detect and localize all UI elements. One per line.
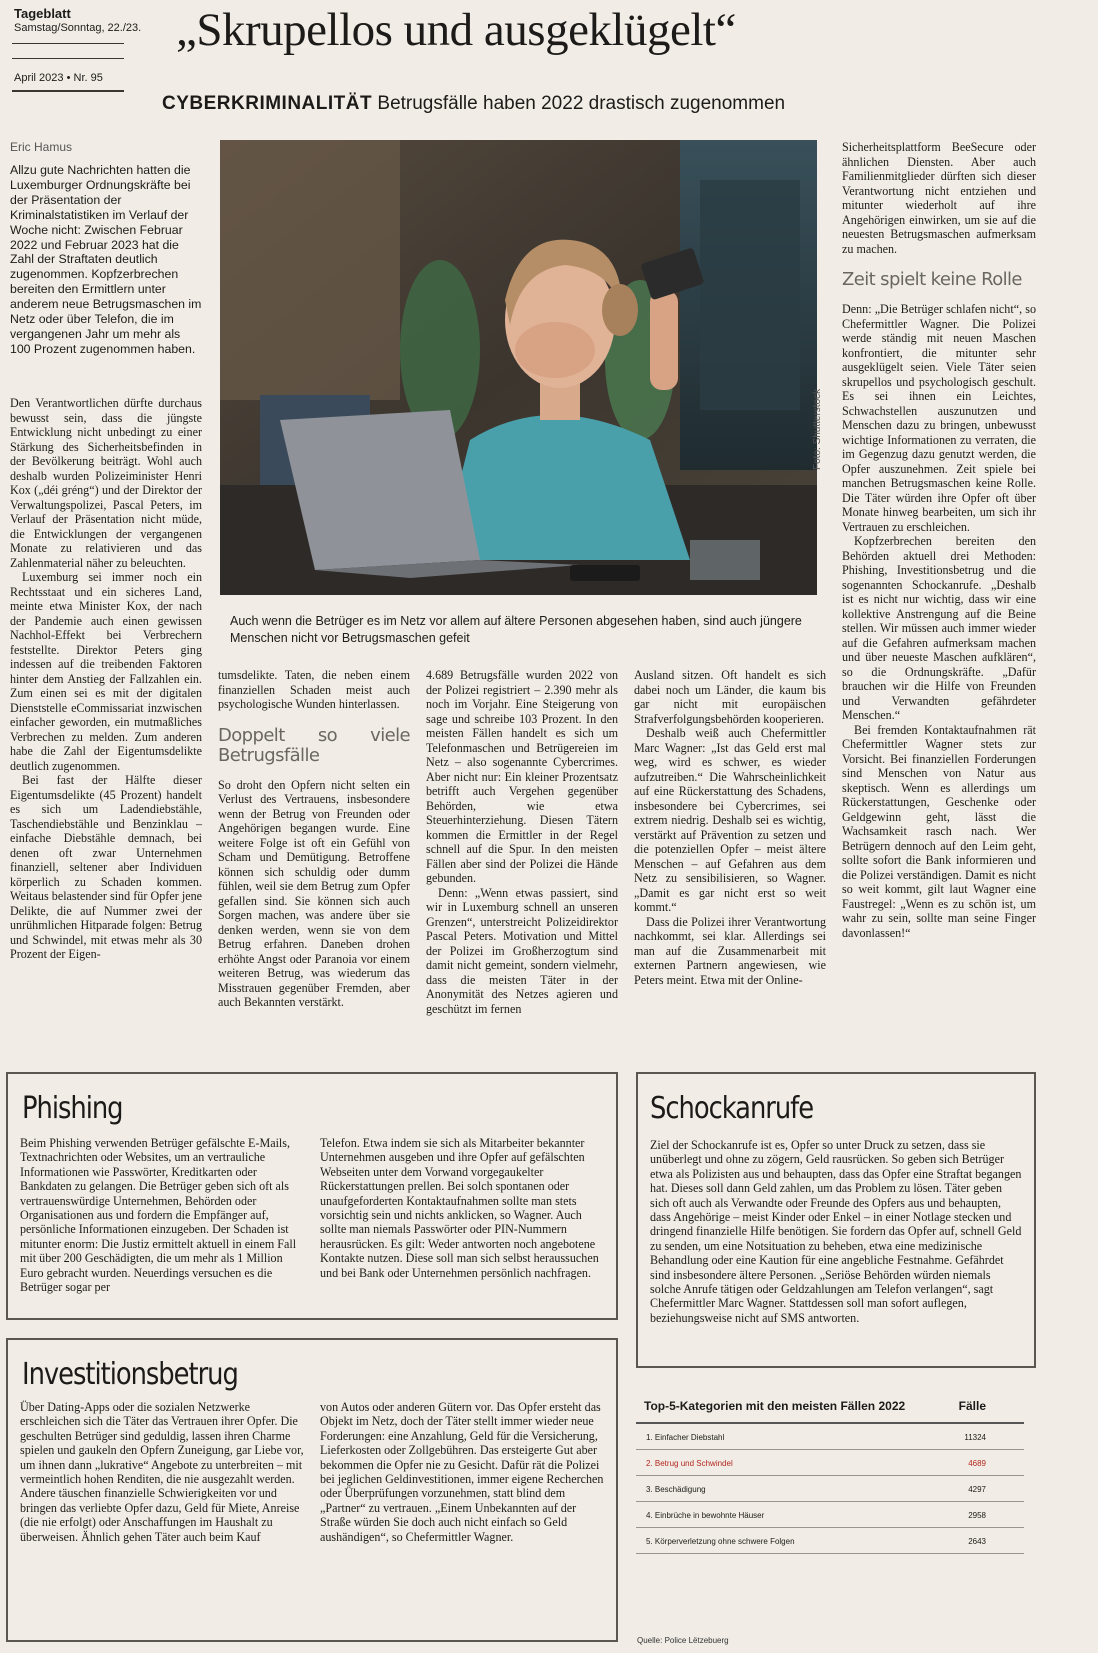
paragraph: Bei fremden Kontaktaufnahmen rät Chefermittler Wagner stets zur Vorsicht. Bei finanziellen Forderungen sind Menschen von Natur aus skeptisch. Wenn es allerdings um Rückerstattungen, Geschenke oder Geldgewinn geht, lässt die Wachsamkeit rasch nach. Wer Betrügern dennoch auf den Leim geht, sollte sofort die Bank informieren und die Polizei verständigen. Damit es nicht so weit kommt, gilt laut Wagner eine Faustregel: „Wenn es zu schön ist, um wahr zu sein, sollte man seine Finger davonlassen!“ bbox=[842, 722, 1036, 940]
article-column-2 bbox=[218, 668, 410, 1010]
article-column-3 bbox=[426, 668, 618, 1016]
byline: Eric Hamus bbox=[10, 140, 73, 154]
masthead-issue: April 2023 • Nr. 95 bbox=[14, 72, 103, 84]
paragraph: Bei fast der Hälfte dieser Eigentumsdelikte (45 Prozent) handelt es sich um Ladendiebstähle, Taschendiebstähle und Benzinklau – einfache Diebstähle demnach, bei denen oft zwar Unternehmen finanziell, seltener aber Individuen körperlich zu Schaden kommen. Weitaus belastender sind für Opfer jene Delikte, die auf Nummer zwei der unrühmlichen Hitparade folgen: Betrug und Schwindel, mit etwas mehr als 30 Prozent der Eigen- bbox=[10, 773, 202, 961]
table-row-value: 2958 bbox=[968, 1511, 986, 1520]
article-column-5 bbox=[842, 140, 1036, 940]
table-row-value: 2643 bbox=[968, 1537, 986, 1546]
paragraph: Telefon. Etwa indem sie sich als Mitarbeiter bekannter Unternehmen ausgeben und ihre Opfer auf gefälschten Webseiten unter dem Vorwand vorgegaukelter Rückerstattungen prellen. Bei solch spontanen oder unaufgeforderten Kontaktaufnahmen sollte man stets vorsichtig sein und nichts anklicken, so Wagner. Auch sollte man niemals Passwörter oder PIN-Nummern herausrücken. Es gilt: Weder antworten noch angebotene Kontakte nutzen. Diese soll man sich selbst heraussuchen und bei Bank oder Unternehmen persönlich nachfragen. bbox=[320, 1136, 599, 1280]
table-row bbox=[636, 1450, 1024, 1476]
article-subheadline bbox=[162, 92, 1087, 116]
lead-paragraph: Allzu gute Nachrichten hatten die Luxemburger Ordnungskräfte bei der Präsentation der Kriminalstatistiken im Verlauf der Woche nicht: Zwischen Februar 2022 und Februar 2023 hat die Zahl der Straftaten deutlich zugenommen. Kopfzerbrechen bereiten den Ermittlern unter anderem neue Betrugsmaschen im Netz oder über Telefon, die im vergangenen Jahr um mehr als 100 Prozent zugenommen haben. bbox=[10, 163, 202, 356]
paragraph: Den Verantwortlichen dürfte durchaus bewusst sein, dass die jüngste Entwicklung nicht unbedingt zu einer Stärkung des Sicherheitsbefinden in der Bevölkerung beiträgt. Wohl auch deshalb wurden Polizeiminister Henri Kox („déi gréng“) und der Direktor der Verwaltungspolizei, Pascal Peters, im Verlauf der Präsentation nicht müde, die Entwicklungen der vergangenen Monate zu relativieren und das Zahlenmaterial näher zu beleuchten. bbox=[10, 396, 202, 570]
article-subheadline-text: Betrugsfälle haben 2022 drastisch zugenommen bbox=[377, 93, 786, 114]
table-row-value: 11324 bbox=[964, 1433, 986, 1442]
photo-illustration bbox=[220, 140, 817, 595]
paragraph: Sicherheitsplattform BeeSecure oder ähnlichen Diensten. Aber auch Familienmitglieder dürften sich dieser Verantwortung nicht entziehen und mitunter wiederholt auf ihre Angehörigen einwirken, um sie auf die neuesten Betrugsmaschen aufmerksam zu machen. bbox=[842, 140, 1036, 256]
table-row bbox=[636, 1528, 1024, 1554]
article-column-4 bbox=[634, 668, 826, 987]
paragraph: Kopfzerbrechen bereiten den Behörden aktuell drei Methoden: Phishing, Investitionsbetrug und die sogenannten Schockanrufe. „Deshalb ist es nicht nur wichtig, dass wir eine kollektive Anstrengung auf die Beine stellen. Wir müssen auch immer wieder auf die Gefahren aufmerksam machen und über neueste Maschen aufklären“, so die Ordnungskräfte. „Dafür brauchen wir die Hilfe von Freunden und Verwandten gefährdeter Menschen.“ bbox=[842, 534, 1036, 722]
paragraph: Deshalb weiß auch Chefermittler Marc Wagner: „Ist das Geld erst mal weg, wird es schwer, es wieder aufzutreiben.“ Die Wahrscheinlichkeit auf eine Rückerstattung des Schadens, insbesondere bei Cybercrimes, sei extrem niedrig. Deshalb sei es wichtig, verstärkt auf Prävention zu setzen und die potenziellen Opfer – meist ältere Menschen – auf Gefahren aus dem Netz zu sensibilisieren, so Wagner. „Damit es gar nicht erst so weit kommt.“ bbox=[634, 726, 826, 914]
table-row bbox=[636, 1502, 1024, 1528]
table-row-label: 1. Einfacher Diebstahl bbox=[646, 1433, 725, 1442]
box-column bbox=[20, 1400, 305, 1544]
table-row-value: 4297 bbox=[968, 1485, 986, 1494]
table-header bbox=[636, 1392, 1024, 1424]
paragraph: Beim Phishing verwenden Betrüger gefälschte E-Mails, Textnachrichten oder Websites, um an vertrauliche Informationen wie Passwörter, Kreditkarten oder Bankdaten zu gelangen. Die Betrüger geben sich oft als vertrauenswürdige Unternehmen, Behörden oder Organisationen aus und fordern die Empfänger auf, persönliche Informationen einzugeben. Der Schaden ist mitunter enorm: Die Justiz ermittelt aktuell in einem Fall mit über 200 Geschädigten, die um mehr als 1 Million Euro gebracht wurden. Neuerdings versuchen es die Betrüger sogar per bbox=[20, 1136, 297, 1295]
table-row-label: 5. Körperverletzung ohne schwere Folgen bbox=[646, 1537, 795, 1546]
article-kicker: CYBERKRIMINALITÄT bbox=[162, 93, 373, 114]
photo-caption: Auch wenn die Betrüger es im Netz vor allem auf ältere Personen abgesehen haben, sind auch jüngere Menschen nicht vor Betrugsmaschen gefeit bbox=[230, 614, 802, 645]
box-phishing bbox=[6, 1072, 618, 1320]
box-column bbox=[320, 1400, 605, 1544]
article-headline: „Skrupellos und ausgeklügelt“ bbox=[176, 4, 736, 56]
box-column bbox=[650, 1138, 1022, 1325]
table-row-label: 3. Beschädigung bbox=[646, 1485, 706, 1494]
table-row bbox=[636, 1424, 1024, 1450]
article-photo bbox=[220, 140, 817, 595]
box-title: Investitionsbetrug bbox=[22, 1357, 238, 1392]
masthead-rule bbox=[12, 43, 124, 44]
article-column-1 bbox=[10, 396, 202, 962]
table-row-value: 4689 bbox=[968, 1459, 986, 1468]
table-title: Top-5-Kategorien mit den meisten Fällen 2022 bbox=[644, 1399, 906, 1413]
box-column bbox=[20, 1136, 305, 1294]
table-row-label: 4. Einbrüche in bewohnte Häuser bbox=[646, 1511, 765, 1520]
paragraph: Ziel der Schockanrufe ist es, Opfer so unter Druck zu setzen, dass sie unüberlegt und ohne zu zögern, Geld rausrücken. So geben sich Betrüger etwa als Polizisten aus und behaupten, dass das Opfer eine Straftat begangen hat. Dieses soll dann Geld zahlen, um das Problem zu lösen. Täter geben sich oft auch als Verwandte oder Freunde des Opfers aus und behaupten, dass Angehörige – meist Kinder oder Enkel – in einer Notlage stecken und dringend finanzielle Hilfe benötigen. Sie fordern das Opfer auf, schnell Geld zu senden, um eine Notsituation zu beheben, etwa eine medizinische Behandlung oder eine Kaution für eine angebliche Festnahme. Gefährdet sind insbesondere ältere Personen. „Seriöse Behörden würden niemals solche Anrufe tätigen oder Geldzahlungen am Telefon verlangen“, sagt Chefermittler Marc Wagner. Stattdessen soll man sofort auflegen, beziehungsweise nicht auf SMS antworten. bbox=[650, 1138, 1022, 1325]
top5-table bbox=[636, 1392, 1024, 1554]
table-row bbox=[636, 1476, 1024, 1502]
paragraph: Denn: „Wenn etwas passiert, sind wir in Luxemburg schnell an unseren Grenzen“, unterstreicht Polizeidirektor Pascal Peters. Motivation und Mittel der Polizei im Großherzogtum sind damit nicht gemeint, sondern vielmehr, dass die meisten Täter in der Anonymität des Netzes agieren und geschützt im fernen bbox=[426, 885, 618, 1016]
box-title: Schockanrufe bbox=[650, 1091, 814, 1126]
box-column bbox=[320, 1136, 605, 1280]
box-title: Phishing bbox=[22, 1091, 123, 1126]
box-investitionsbetrug bbox=[6, 1338, 618, 1642]
masthead-rule bbox=[12, 90, 124, 92]
photo-credit: Foto: Shutterstock bbox=[812, 388, 823, 470]
paragraph: Ausland sitzen. Oft handelt es sich dabei noch um Länder, die kaum bis gar nicht mit europäischen Strafverfolgungsbehörden kooperieren. bbox=[634, 668, 826, 726]
table-unit: Fälle bbox=[958, 1399, 986, 1413]
article-lead bbox=[10, 163, 202, 357]
table-row-label: 2. Betrug und Schwindel bbox=[646, 1459, 733, 1468]
table-source: Quelle: Police Lëtzebuerg bbox=[637, 1636, 729, 1645]
paragraph: So droht den Opfern nicht selten ein Verlust des Vertrauens, insbesondere wenn der Betrug von Freunden oder Angehörigen begangen wurde. Eine weitere Folge ist oft ein Gefühl von Scham und Demütigung. Betroffene können sich schuldig oder dumm fühlen, weil sie dem Betrug zum Opfer gefallen sind. Sie können sich auch Sorgen machen, was andere über sie denken werden, wenn sie von dem Betrug erfahren. Daneben drohen erhöhte Angst oder Paranoia vor einem weiteren Betrug, was wiederum das Misstrauen gegenüber Fremden, aber auch Bekannten verstärkt. bbox=[218, 777, 410, 1009]
paragraph: Über Dating-Apps oder die sozialen Netzwerke erschleichen sich die Täter das Vertrauen ihrer Opfer. Die geschulten Betrüger sind geduldig, lassen ihren Charme spielen und gaukeln den Opfern Zuneigung, gar Liebe vor, um ihnen dann „lukrative“ Angebote zu unterbreiten – mit vermeintlich hohen Renditen, die nie ausgezahlt werden. Andere täuschen finanzielle Schwierigkeiten vor und bringen das verliebte Opfer dazu, Geld für Miete, Anreise (die nie erfolgt) oder Anschaffungen im Haushalt zu überweisen. Ähnlich gehen Täter auch beim Kauf bbox=[20, 1400, 304, 1544]
paragraph: Luxemburg sei immer noch ein Rechtsstaat und ein sicheres Land, meinte etwa Minister Kox, der nach der Pandemie auch einen gewissen Nachhol-Effekt bei Verbrechern feststellte. Direktor Peters ging indessen auf die treibenden Faktoren hinter dem Anstieg der Fallzahlen ein. Zum einen sei es mit der digitalen Dienststelle eCommissariat inzwischen einfacher geworden, ein mutmaßliches Verbrechen zu melden. Zum anderen habe die Zahl der Eigentumsdelikte deutlich zugenommen. bbox=[10, 570, 202, 773]
masthead-name: Tageblatt bbox=[14, 6, 71, 21]
box-schockanrufe bbox=[636, 1072, 1036, 1368]
paragraph: 4.689 Betrugsfälle wurden 2022 von der Polizei registriert – 2.390 mehr als noch im Vorjahr. Eine Steigerung von sage und schreibe 103 Prozent. In den meisten Fällen handelt es sich um Telefonmaschen und Betrügereien im Netz – also sogenannte Cybercrimes. Aber nicht nur: Ein kleiner Prozentsatz betrifft auch Vergehen gegenüber Behörden, wie etwa Steuerhinterziehung. Diesen Tätern kommen die Ermittler in der Regel schnell auf die Spur. In den meisten Fällen aber sind der Polizei die Hände gebunden. bbox=[426, 668, 618, 885]
paragraph: Denn: „Die Betrüger schlafen nicht“, so Chefermittler Wagner. Die Polizei werde ständig mit neuen Maschen konfrontiert, die mitunter sehr ausgeklügelt seien. Viele Täter seien skrupellos und psychologisch geschult. Es sei ihnen ein Leichtes, Schwachstellen auszunutzen und Menschen dazu zu bringen, unbewusst wichtige Informationen zu verraten, die im Gegenzug dazu genutzt werden, die Opfer auszunehmen. Zeit spiele bei manchen Betrugsmaschen keine Rolle. Die Täter würden ihre Opfer oft über Monate hinweg bearbeiten, um sich ihr Vertrauen zu erschleichen. bbox=[842, 302, 1036, 534]
section-heading: Zeit spielt keine Rolle bbox=[842, 269, 1022, 290]
section-heading: Doppelt so viele Betrugsfälle bbox=[218, 724, 410, 766]
paragraph: tumsdelikte. Taten, die neben einem finanziellen Schaden meist auch psychologische Wunden hinterlassen. bbox=[218, 668, 410, 711]
paragraph: Dass die Polizei ihrer Verantwortung nachkommt, sei klar. Allerdings sei man auf die Zusammenarbeit mit externen Partnern angewiesen, wie Peters meint. Etwa mit der Online- bbox=[634, 914, 826, 987]
paragraph: von Autos oder anderen Gütern vor. Das Opfer ersteht das Objekt im Netz, doch der Täter stellt immer wieder neue Forderungen: eine Anzahlung, Geld für die Versicherung, Lieferkosten oder Zollgebühren. Das ersteigerte Gut aber bekommen die Opfer nie zu Gesicht. Dafür rät die Polizei bei jeglichen Geldinvestitionen, immer eigene Recherchen oder Überprüfungen vorzunehmen, statt blind dem „Partner“ zu vertrauen. „Einem Unbekannten auf der Straße würden Sie doch auch nicht einfach so Geld aushändigen“, so Chefermittler Wagner. bbox=[320, 1400, 604, 1544]
masthead-date: Samstag/Sonntag, 22./23. bbox=[14, 22, 142, 34]
masthead-rule bbox=[12, 58, 124, 59]
